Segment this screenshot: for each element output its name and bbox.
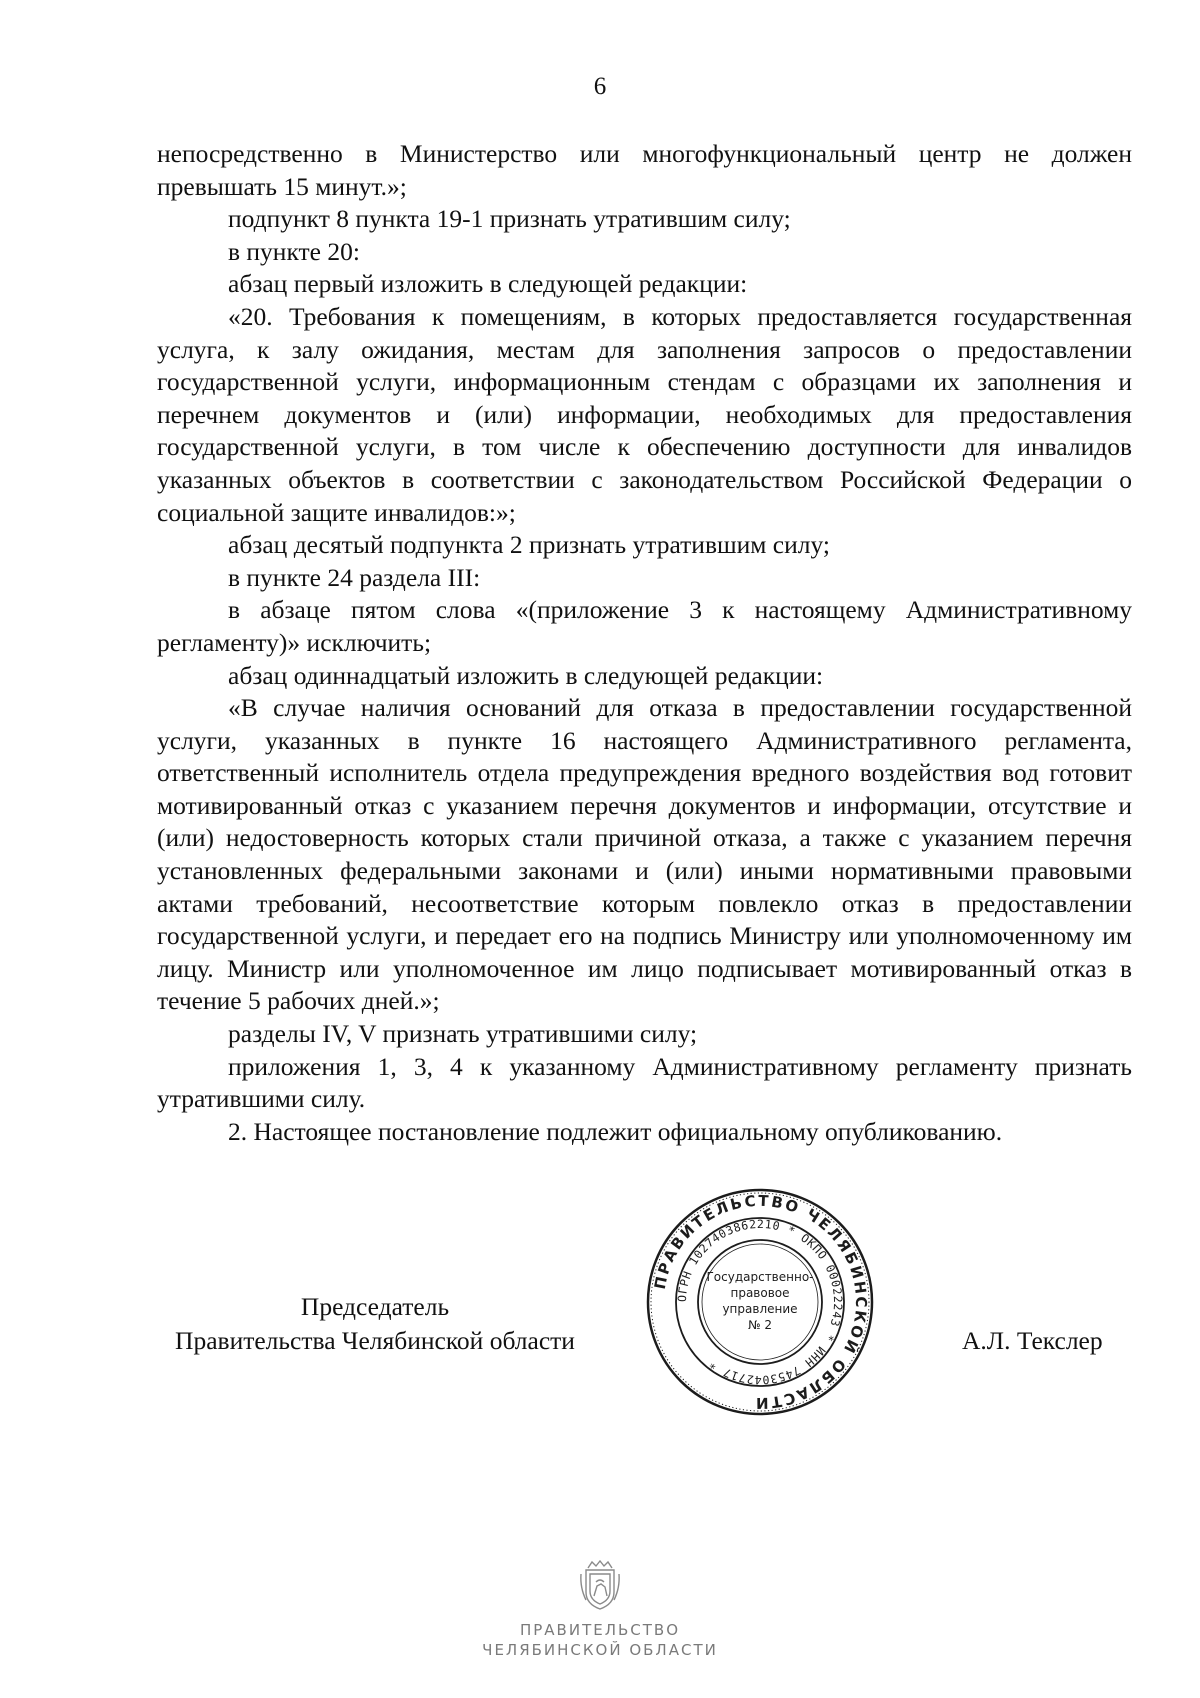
- seal-outer-text: ПРАВИТЕЛЬСТВО ЧЕЛЯБИНСКОЙ ОБЛАСТИ: [650, 1191, 871, 1413]
- paragraph: 2. Настоящее постановление подлежит официальному опубликованию.: [228, 1116, 1003, 1146]
- signature-block: [0, 1290, 1200, 1390]
- seal-center-line1: Государственно-: [706, 1270, 814, 1284]
- seal-center-line4: № 2: [748, 1318, 772, 1332]
- paragraph: «20. Требования к помещениям, в которых предоставляется государственная услуга, к залу ожидания, местам для заполнения запросов о предоставлении государственной услуги, информационным стендам с образцами их заполнения и перечнем документов и (или) информации, необходимых для предоставления государственной услуги, в том числе к обеспечению доступности для инвалидов указанных объектов в соответствии с законодательством Российской Федерации о социальной защите инвалидов:»;: [157, 301, 1132, 527]
- seal-center-line2: правовое: [730, 1286, 790, 1300]
- paragraph: в пункте 24 раздела III:: [228, 562, 481, 592]
- document-body: [157, 138, 1132, 1148]
- coat-of-arms-icon: [578, 1560, 622, 1612]
- signatory-position-line2: Правительства Челябинской области: [175, 1326, 575, 1355]
- footer-emblem-line2: ЧЕЛЯБИНСКОЙ ОБЛАСТИ: [482, 1641, 718, 1659]
- signatory-name: А.Л. Текслер: [962, 1326, 1103, 1355]
- signatory-position-line1: Председатель: [300, 1292, 450, 1321]
- page-number: 6: [593, 73, 607, 100]
- paragraph: в пункте 20:: [228, 236, 360, 266]
- paragraph: абзац десятый подпункта 2 признать утратившим силу;: [228, 530, 830, 560]
- footer-emblem-line1: ПРАВИТЕЛЬСТВО: [519, 1621, 681, 1639]
- paragraph: непосредственно в Министерство или многофункциональный центр не должен превышать 15 минут.»;: [157, 139, 1132, 201]
- footer-emblem: [0, 1560, 1200, 1660]
- official-seal-stamp: [644, 1186, 876, 1418]
- signatory-position: [150, 1290, 600, 1358]
- paragraph: «В случае наличия оснований для отказа в предоставлении государственной услуги, указанных в пункте 16 настоящего Административного регламента, ответственный исполнитель отдела предупреждения вредного воздействия вод готовит мотивированный отказ с указанием перечня документов и информации, отсутствие и (или) недостоверность которых стали причиной отказа, а также с указанием перечня установленных федеральными законами и (или) иными нормативными правовыми актами требований, несоответствие которым повлекло отказ в предоставлении государственной услуги, и передает его на подпись Министру или уполномоченному им лицу. Министр или уполномоченное им лицо подписывает мотивированный отказ в течение 5 рабочих дней.»;: [157, 693, 1132, 1016]
- paragraph: разделы IV, V признать утратившими силу;: [228, 1019, 698, 1049]
- seal-requisites-text: ОГРН 1027403862210 * ОКПО 00022243 * ИНН 7453042717 *: [674, 1216, 846, 1388]
- paragraph: приложения 1, 3, 4 к указанному Административному регламенту признать утратившими силу.: [157, 1051, 1132, 1114]
- seal-center-line3: управление: [722, 1302, 798, 1316]
- paragraph: в абзаце пятом слова «(приложение 3 к настоящему Административному регламенту)» исключить;: [157, 595, 1132, 657]
- paragraph: абзац одиннадцатый изложить в следующей редакции:: [228, 660, 824, 690]
- paragraph: подпункт 8 пункта 19-1 признать утратившим силу;: [228, 204, 791, 234]
- paragraph: абзац первый изложить в следующей редакции:: [228, 269, 748, 299]
